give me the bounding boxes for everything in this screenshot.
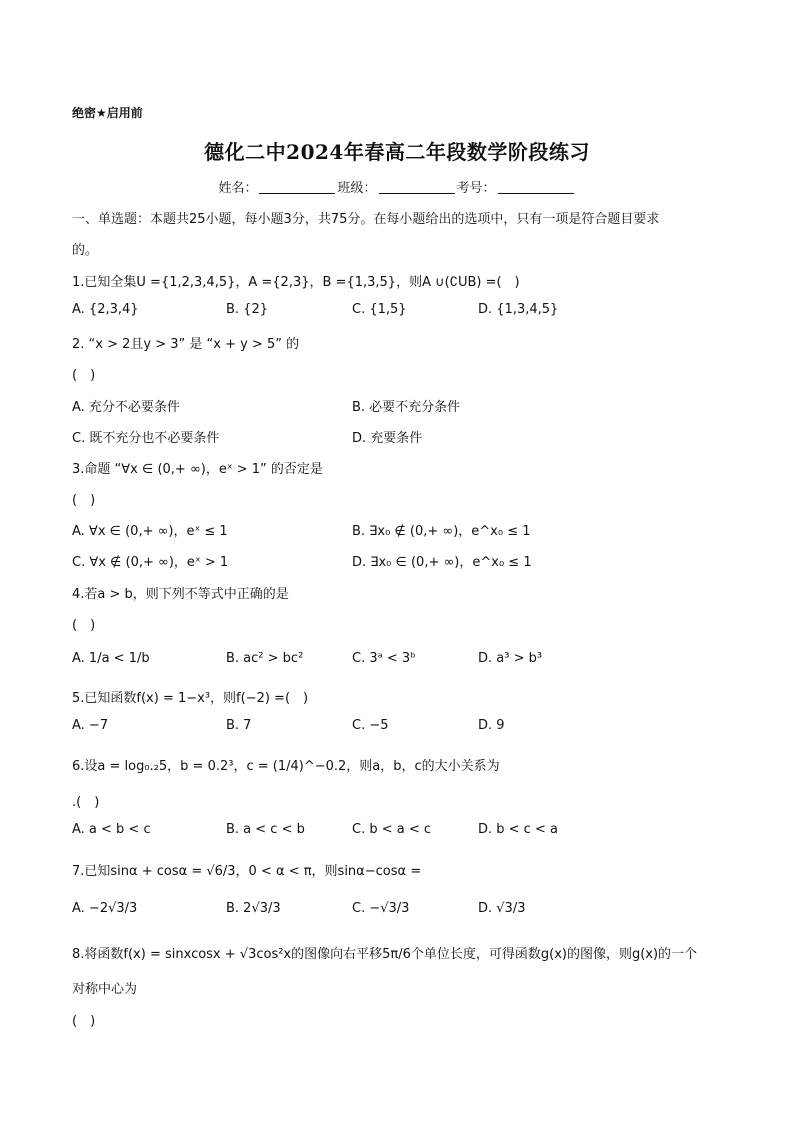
exam-no-label: 考号： — [456, 181, 496, 196]
question-1-option-d[interactable]: D. {1,3,4,5} — [478, 302, 559, 317]
question-3-option-b[interactable]: B. ∃x₀ ∉ (0,+ ∞)，e^x₀ ≤ 1 — [352, 524, 531, 539]
question-2-stem: 2. “x > 2且y > 3” 是 “x + y > 5” 的 — [72, 337, 300, 352]
question-6-stem: 6.设a = log₀.₂5，b = 0.2³，c = (1/4)^−0.2，则a，b，c的大小关系为 — [72, 759, 500, 774]
question-2-option-c[interactable]: C. 既不充分也不必要条件 — [72, 431, 220, 446]
section-heading: 一、单选题：本题共25小题，每小题3分，共75分。在每小题给出的选项中，只有一项是符合题目要求 — [72, 212, 660, 227]
question-6-option-d[interactable]: D. b < c < a — [478, 822, 558, 837]
name-label: 姓名： — [218, 181, 258, 196]
question-3-answer-paren: ( ) — [72, 493, 96, 508]
question-3-option-d[interactable]: D. ∃x₀ ∈ (0,+ ∞)，e^x₀ ≤ 1 — [352, 555, 532, 570]
name-blank[interactable] — [259, 181, 335, 194]
question-4-answer-paren: ( ) — [72, 618, 96, 633]
question-2-answer-paren: ( ) — [72, 368, 96, 383]
question-8-stem-cont: 对称中心为 — [72, 982, 138, 997]
question-7-stem: 7.已知sinα + cosα = √6/3，0 < α < π，则sinα−cosα = — [72, 864, 422, 879]
question-6-answer-paren: .( ) — [72, 795, 100, 810]
question-6-option-c[interactable]: C. b < a < c — [352, 822, 432, 837]
question-3-stem: 3.命题 “∀x ∈ (0,+ ∞)，eˣ > 1” 的否定是 — [72, 462, 323, 477]
question-1-stem: 1.已知全集U ={1,2,3,4,5}，A ={2,3}，B ={1,3,5}，则A ∪(∁UB) =( ) — [72, 275, 520, 290]
question-8-answer-paren: ( ) — [72, 1014, 96, 1029]
question-5-option-c[interactable]: C. −5 — [352, 718, 389, 733]
question-4-option-a[interactable]: A. 1/a < 1/b — [72, 651, 150, 666]
question-7-option-d[interactable]: D. √3/3 — [478, 901, 526, 916]
question-4-option-b[interactable]: B. ac² > bc² — [226, 651, 304, 666]
question-5-option-d[interactable]: D. 9 — [478, 718, 505, 733]
question-6-option-a[interactable]: A. a < b < c — [72, 822, 151, 837]
question-1-option-a[interactable]: A. {2,3,4} — [72, 302, 139, 317]
question-4-option-c[interactable]: C. 3ᵃ < 3ᵇ — [352, 651, 416, 666]
class-label: 班级： — [337, 181, 377, 196]
question-1-option-b[interactable]: B. {2} — [226, 302, 268, 317]
question-5-option-b[interactable]: B. 7 — [226, 718, 252, 733]
confidential-label: 绝密★启用前 — [72, 106, 143, 120]
student-info-line — [0, 177, 794, 196]
page-title: 德化二中2024年春高二年段数学阶段练习 — [204, 140, 590, 164]
exam-no-blank[interactable] — [498, 181, 574, 194]
question-8-stem: 8.将函数f(x) = sinxcosx + √3cos²x的图像向右平移5π/6个单位长度，可得函数g(x)的图像，则g(x)的一个 — [72, 947, 698, 962]
question-7-option-b[interactable]: B. 2√3/3 — [226, 901, 281, 916]
question-4-option-d[interactable]: D. a³ > b³ — [478, 651, 543, 666]
class-blank[interactable] — [379, 181, 455, 194]
question-4-stem: 4.若a > b，则下列不等式中正确的是 — [72, 587, 289, 602]
question-7-option-a[interactable]: A. −2√3/3 — [72, 901, 138, 916]
question-2-option-d[interactable]: D. 充要条件 — [352, 431, 423, 446]
question-2-option-a[interactable]: A. 充分不必要条件 — [72, 400, 180, 415]
question-6-option-b[interactable]: B. a < c < b — [226, 822, 305, 837]
section-heading-cont: 的。 — [72, 243, 99, 258]
question-5-option-a[interactable]: A. −7 — [72, 718, 109, 733]
question-3-option-c[interactable]: C. ∀x ∉ (0,+ ∞)，eˣ > 1 — [72, 555, 229, 570]
question-5-stem: 5.已知函数f(x) = 1−x³，则f(−2) =( ) — [72, 691, 309, 706]
question-1-option-c[interactable]: C. {1,5} — [352, 302, 407, 317]
question-7-option-c[interactable]: C. −√3/3 — [352, 901, 410, 916]
question-3-option-a[interactable]: A. ∀x ∈ (0,+ ∞)，eˣ ≤ 1 — [72, 524, 228, 539]
question-2-option-b[interactable]: B. 必要不充分条件 — [352, 400, 461, 415]
